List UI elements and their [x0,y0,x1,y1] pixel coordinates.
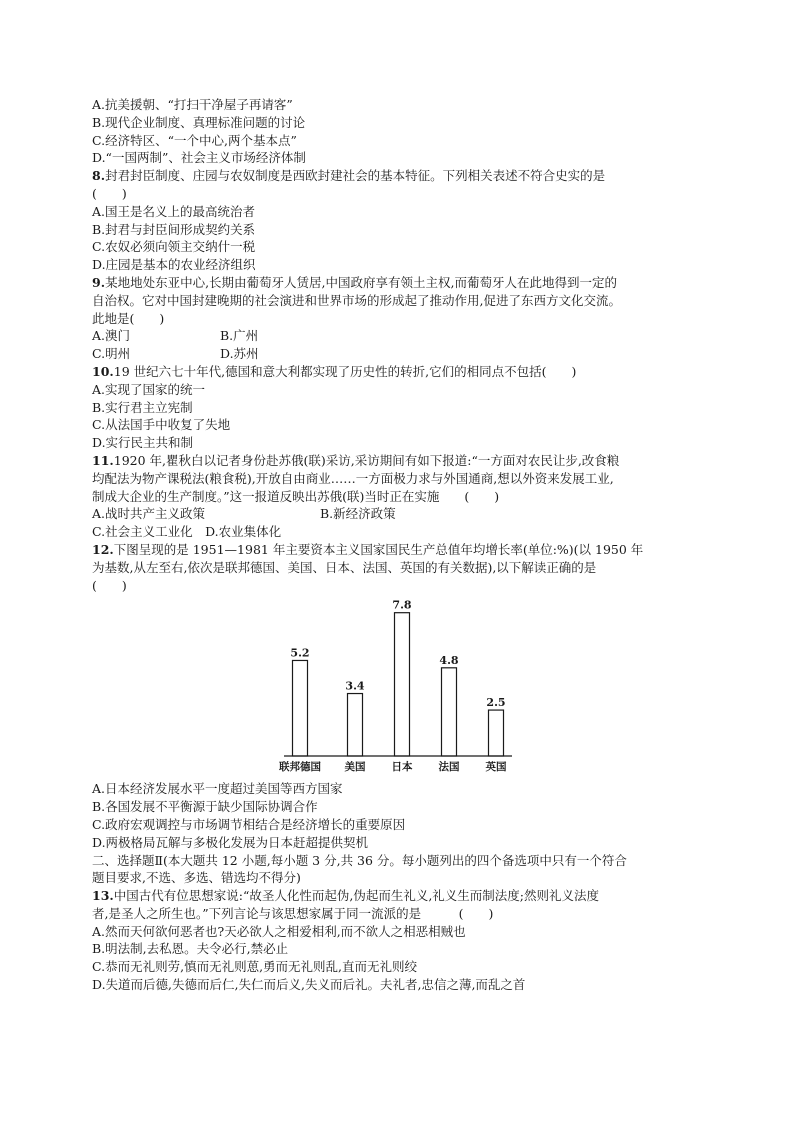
q7-option-c: C.经济特区、“一个中心,两个基本点” [92,132,297,148]
q7-option-d: D.“一国两制”、社会主义市场经济体制 [92,150,306,166]
bar-4 [442,668,457,756]
q11-options-row-1 [92,505,712,523]
q10-option-b: B.实行君主立宪制 [92,399,193,415]
q11-stem-line-1 [92,452,712,470]
q11-options-row-2: C.社会主义工业化 D.农业集体化 [92,524,282,540]
q12-option-c: C.政府宏观调控与市场调节相结合是经济增长的重要原因 [92,816,406,832]
category-label-2: 美国 [344,761,366,774]
q9-options-row-1 [92,327,712,345]
q11-stem-line-2: 均配法为物产课税法(粮食税),开放自由商业……一方面极力求与外国通商,想以外资来发展工业, [92,470,614,486]
q9-option-b: B.广州 [220,328,259,344]
q12-stem-line-2: 为基数,从左至右,依次是联邦德国、美国、日本、法国、英国的有关数据),以下解读正确的是 [92,559,597,575]
q10-option-d: D.实行民主共和制 [92,435,194,451]
q9-stem-line-1 [92,274,712,292]
q13-number: 13. [92,888,114,904]
category-label-5: 英国 [485,761,507,774]
q9-number: 9. [92,274,106,290]
q9-stem-line-3: 此地是( ) [92,310,165,326]
q8-option-a: A.国王是名义上的最高统治者 [92,203,256,219]
q12-stem-line-1 [92,541,712,559]
bar-value-label-4: 4.8 [439,654,459,668]
bar-3 [395,613,410,756]
q13-option-c: C.恭而无礼则劳,慎而无礼则葸,勇而无礼则乱,直而无礼则绞 [92,959,418,975]
category-label-3: 日本 [391,761,413,774]
section-2-heading-line-1: 二、选择题Ⅱ(本大题共 12 小题,每小题 3 分,共 36 分。每小题列出的四个备选项中只有一个符合 [92,852,627,868]
q8-option-d: D.庄园是基本的农业经济组织 [92,257,256,273]
q13-option-a: A.然而天何欲何恶者也?天必欲人之相爱相利,而不欲人之相恶相贼也 [92,923,466,939]
q11-option-b: B.新经济政策 [320,506,396,522]
q10-option-a: A.实现了国家的统一 [92,381,206,397]
q9-option-a: A.澳门 [92,328,131,344]
q10-option-c: C.从法国手中收复了失地 [92,417,231,433]
q13-stem-line-1 [92,887,712,905]
q8-option-b: B.封君与封臣间形成契约关系 [92,221,256,237]
q8-option-c: C.农奴必须向领主交纳什一税 [92,239,256,255]
category-label-1: 联邦德国 [279,761,321,774]
bar-5 [489,710,504,756]
bar-chart-svg [92,594,712,780]
category-label-4: 法国 [438,761,460,774]
bar-value-label-2: 3.4 [345,679,365,693]
q12-option-d: D.两极格局瓦解与多极化发展为日本赶超提供契机 [92,834,369,850]
q12-number: 12. [92,541,114,557]
q13-stem-text-1: 中国古代有位思想家说:“故圣人化性而起伪,伪起而生礼义,礼义生而制法度;然则礼义法度 [113,888,600,904]
bar-value-label-3: 7.8 [392,599,412,613]
section-2-heading-line-2: 题目要求,不选、多选、错选均不得分) [92,870,301,886]
q8-stem [92,167,712,185]
q9-option-d: D.苏州 [220,346,259,362]
bar-value-label-1: 5.2 [290,646,310,660]
q7-option-a: A.抗美援朝、“打扫干净屋子再请客” [92,97,293,112]
q13-option-d: D.失道而后德,失德而后仁,失仁而后义,失义而后礼。夫礼者,忠信之薄,而乱之首 [92,977,526,993]
q11-stem-text-1: 1920 年,瞿秋白以记者身份赴苏俄(联)采访,采访期间有如下报道:“一方面对农民让步,改食粮 [113,452,620,468]
q9-stem-text-1: 某地地处东亚中心,长期由葡萄牙人赁居,中国政府享有领土主权,而葡萄牙人在此地得到一定的 [105,274,617,290]
q11-number: 11. [92,452,114,468]
q10-number: 10. [92,363,114,379]
bar-2 [348,694,363,756]
gnp-growth-chart [92,594,712,780]
q12-option-a: A.日本经济发展水平一度超过美国等西方国家 [92,781,343,797]
q9-stem-line-2: 自治权。它对中国封建晚期的社会演进和世界市场的形成起了推动作用,促进了东西方文化交流。 [92,292,621,308]
q8-stem-text: 封君封臣制度、庄园与农奴制度是西欧封建社会的基本特征。下列相关表述不符合史实的是 [105,168,606,184]
q11-stem-line-3: 制成大企业的生产制度。”这一报道反映出苏俄(联)当时正在实施 ( ) [92,488,500,504]
q10-stem [92,363,712,381]
exam-page [92,96,712,994]
q12-option-b: B.各国发展不平衡源于缺少国际协调合作 [92,799,318,815]
bar-value-label-5: 2.5 [486,696,506,710]
q9-option-c: C.明州 [92,346,131,362]
q7-option-b: B.现代企业制度、真理标准问题的讨论 [92,114,306,130]
q8-number: 8. [92,168,106,184]
q13-option-b: B.明法制,去私恩。夫令必行,禁必止 [92,941,289,957]
q13-stem-line-2: 者,是圣人之所生也。”下列言论与该思想家属于同一流派的是 ( ) [92,905,494,921]
q11-option-a: A.战时共产主义政策 [92,506,206,522]
bar-1 [293,661,308,757]
q12-stem-line-3: ( ) [92,577,127,593]
q9-options-row-2 [92,345,712,363]
q10-stem-text: 19 世纪六七十年代,德国和意大利都实现了历史性的转折,它们的相同点不包括( ) [113,363,577,379]
q8-answer-blank: ( ) [92,185,127,201]
q12-stem-text-1: 下图呈现的是 1951—1981 年主要资本主义国家国民生产总值年均增长率(单位:%)(以 1950 年 [113,541,644,557]
